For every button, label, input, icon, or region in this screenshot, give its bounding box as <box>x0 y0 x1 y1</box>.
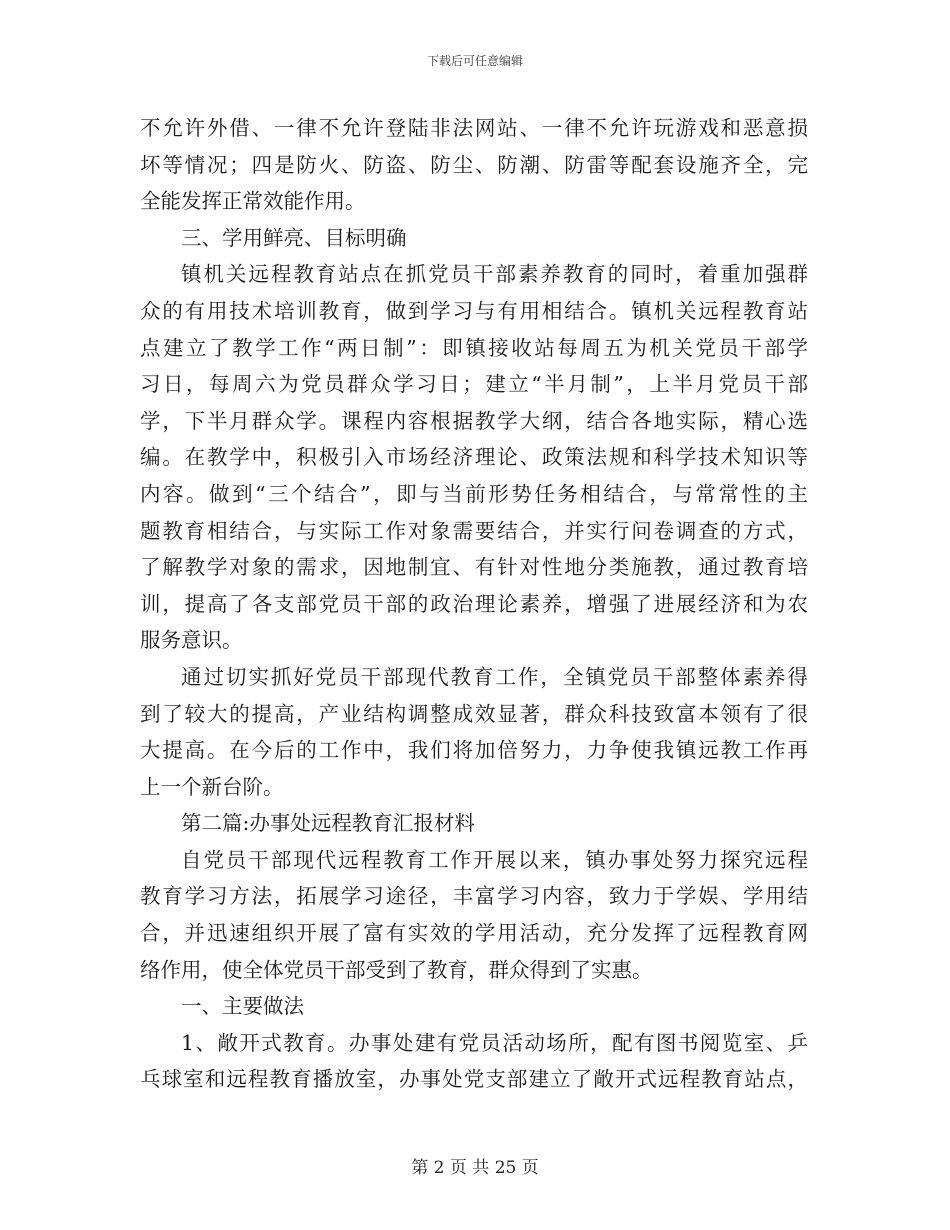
text-line: 教育学习方法，拓展学习途径，丰富学习内容，致力于学娱、学用结 <box>140 884 808 909</box>
text-line: 镇机关远程教育站点在抓党员干部素养教育的同时，着重加强群 <box>181 262 808 287</box>
document-body <box>140 110 808 1098</box>
text-line: 上一个新台阶。 <box>140 774 284 799</box>
text-line: 自党员干部现代远程教育工作开展以来，镇办事处努力探究远程 <box>181 847 808 872</box>
page-header: 下载后可任意编辑 <box>426 54 523 68</box>
text-line: 乓球室和远程教育播放室，办事处党支部建立了敞开式远程教育站点， <box>140 1067 808 1092</box>
text-line: 内容。做到“三个结合”，即与当前形势任务相结合，与常常性的主 <box>140 481 808 506</box>
text-line: 一、主要做法 <box>181 994 304 1019</box>
text-line: 大提高。在今后的工作中，我们将加倍努力，力争使我镇远教工作再 <box>140 738 808 763</box>
text-line: 1、敞开式教育。办事处建有党员活动场所，配有图书阅览室、乒 <box>181 1030 808 1055</box>
text-line: 全能发挥正常效能作用。 <box>140 189 366 214</box>
text-line: 点建立了教学工作“两日制”：即镇接收站每周五为机关党员干部学 <box>140 335 808 360</box>
text-line: 通过切实抓好党员干部现代教育工作，全镇党员干部整体素养得 <box>181 664 808 689</box>
text-line: 合，并迅速组织开展了富有实效的学用活动，充分发挥了远程教育网 <box>140 921 808 946</box>
text-line: 习日，每周六为党员群众学习日；建立“半月制”，上半月党员干部 <box>140 372 808 397</box>
text-line: 编。在教学中，积极引入市场经济理论、政策法规和科学技术知识等 <box>140 445 808 470</box>
text-line: 第二篇:办事处远程教育汇报材料 <box>181 811 475 836</box>
text-line: 了解教学对象的需求，因地制宜、有针对性地分类施教，通过教育培 <box>140 555 808 580</box>
page-number: 第 2 页 共 25 页 <box>411 1158 539 1178</box>
text-line: 题教育相结合，与实际工作对象需要结合，并实行问卷调查的方式， <box>140 518 808 543</box>
text-line: 到了较大的提高，产业结构调整成效显著，群众科技致富本领有了很 <box>140 701 808 726</box>
text-line: 训，提高了各支部党员干部的政治理论素养，增强了进展经济和为农 <box>140 591 808 616</box>
text-line: 坏等情况；四是防火、防盗、防尘、防潮、防雷等配套设施齐全，完 <box>140 152 808 177</box>
text-line: 服务意识。 <box>140 628 243 653</box>
text-line: 学，下半月群众学。课程内容根据教学大纲，结合各地实际，精心选 <box>140 408 808 433</box>
text-line: 众的有用技术培训教育，做到学习与有用相结合。镇机关远程教育站 <box>140 298 808 323</box>
text-line: 络作用，使全体党员干部受到了教育，群众得到了实惠。 <box>140 957 653 982</box>
text-line: 不允许外借、一律不允许登陆非法网站、一律不允许玩游戏和恶意损 <box>140 116 808 140</box>
text-line: 三、学用鲜亮、目标明确 <box>181 225 407 250</box>
